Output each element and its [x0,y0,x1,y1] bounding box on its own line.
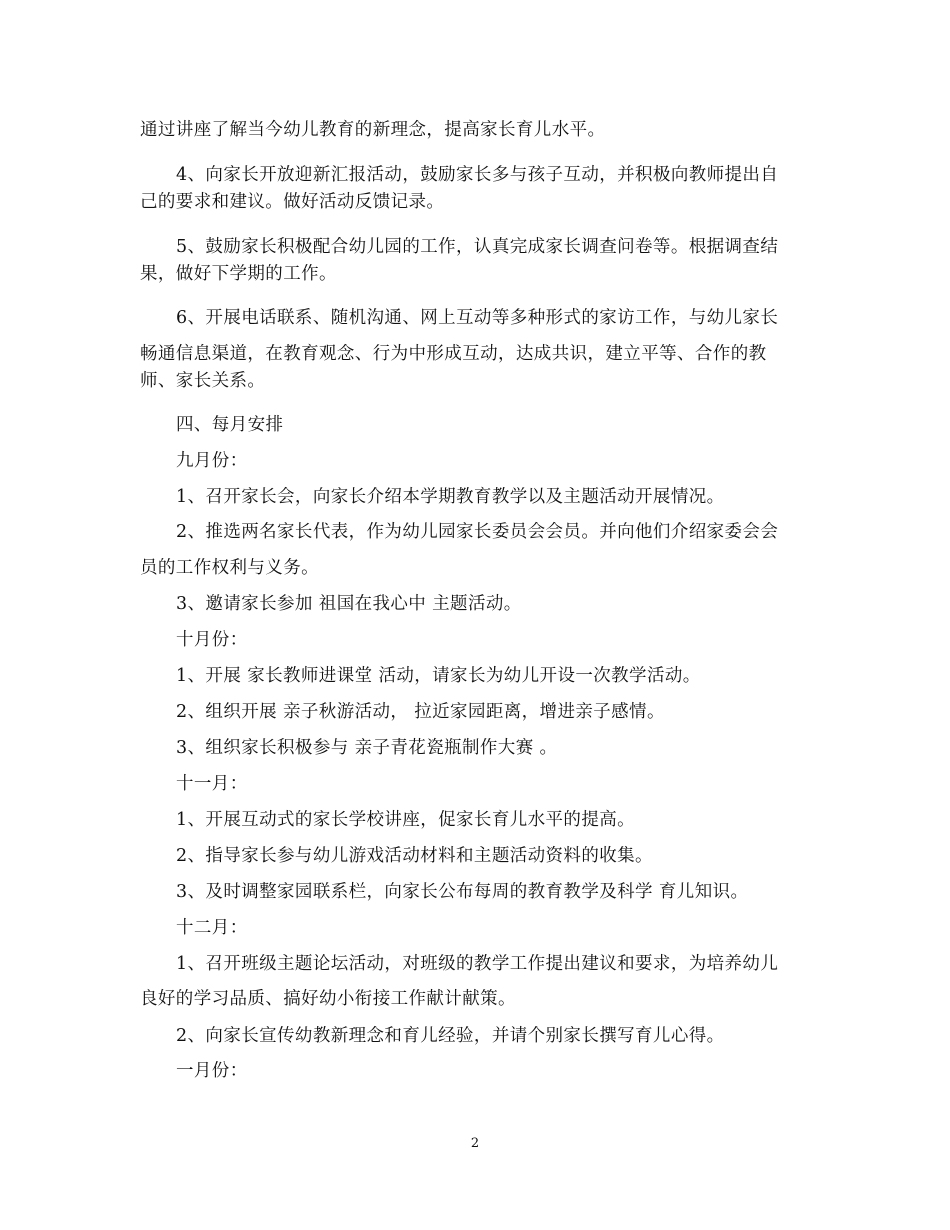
paragraph-line: 2、推选两名家长代表，作为幼儿园家长委员会会员。并向他们介绍家委会会 [176,522,779,542]
month-heading: 十二月： [176,918,248,938]
paragraph-line: 1、召开家长会，向家长介绍本学期教育教学以及主题活动开展情况。 [176,487,725,507]
month-heading: 一月份： [176,1061,248,1081]
paragraph-line: 通过讲座了解当今幼儿教育的新理念，提高家长育儿水平。 [140,120,606,140]
paragraph-line: 师、家长关系。 [140,371,266,391]
paragraph-line: 2、指导家长参与幼儿游戏活动材料和主题活动资料的收集。 [176,846,653,866]
month-heading: 九月份： [176,451,248,471]
paragraph-line: 3、组织家长积极参与 亲子青花瓷瓶制作大赛 。 [176,738,558,758]
paragraph-line: 6、开展电话联系、随机沟通、网上互动等多种形式的家访工作，与幼儿家长 [176,308,779,328]
paragraph-line: 4、向家长开放迎新汇报活动，鼓励家长多与孩子互动，并积极向教师提出自 [176,165,779,185]
paragraph-line: 果，做好下学期的工作。 [140,264,337,284]
paragraph-line: 1、召开班级主题论坛活动，对班级的教学工作提出建议和要求，为培养幼儿 [176,954,779,974]
paragraph-line: 畅通信息渠道，在教育观念、行为中形成互动，达成共识，建立平等、合作的教 [140,344,767,364]
month-heading: 十一月： [176,774,248,794]
paragraph-line: 员的工作权利与义务。 [140,558,319,578]
paragraph-line: 2、组织开展 亲子秋游活动， 拉近家园距离，增进亲子感情。 [176,702,665,722]
paragraph-line: 1、开展互动式的家长学校讲座，促家长育儿水平的提高。 [176,810,636,830]
section-heading: 四、每月安排 [176,415,284,435]
month-heading: 十月份： [176,630,248,650]
paragraph-line: 己的要求和建议。做好活动反馈记录。 [140,192,445,212]
paragraph-line: 1、开展 家长教师进课堂 活动，请家长为幼儿开设一次教学活动。 [176,666,701,686]
paragraph-line: 3、及时调整家园联系栏，向家长公布每周的教育教学及科学 育儿知识。 [176,882,749,902]
page-number: 2 [470,1136,480,1151]
paragraph-line: 5、鼓励家长积极配合幼儿园的工作，认真完成家长调查问卷等。根据调查结 [176,237,779,257]
paragraph-line: 良好的学习品质、搞好幼小衔接工作献计献策。 [140,989,516,1009]
paragraph-line: 2、向家长宣传幼教新理念和育儿经验，并请个别家长撰写育儿心得。 [176,1026,725,1046]
paragraph-line: 3、邀请家长参加 祖国在我心中 主题活动。 [176,594,522,614]
